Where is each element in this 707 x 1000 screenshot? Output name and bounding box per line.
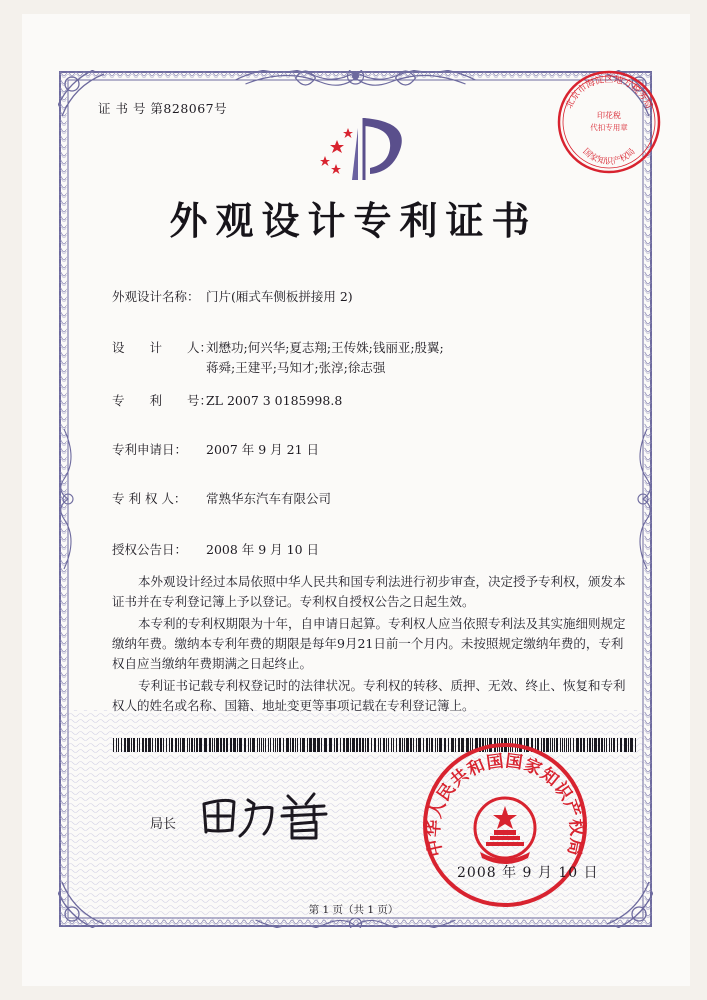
barcode-bar: [124, 738, 126, 752]
barcode-bar: [365, 738, 366, 752]
barcode-bar: [290, 738, 291, 752]
barcode-bar: [413, 738, 414, 752]
certificate-number: 证 书 号 第828067号: [98, 101, 228, 116]
director-signature: [196, 786, 336, 846]
barcode-bar: [378, 738, 379, 752]
body-paragraph-2: 本专利的专利权期限为十年，自申请日起算。专利权人应当依照专利法及其实施细则规定缴纳年费。缴纳本专利年费的期限是每年9月21日前一个月内。未按照规定缴纳年费的，专利权自应当缴纳年费期满之日起终止。: [112, 616, 626, 671]
barcode-bar: [302, 738, 305, 752]
barcode-bar: [592, 738, 593, 752]
svg-text:北京市海淀区地方税务局: [563, 73, 655, 110]
barcode-bar: [248, 738, 249, 752]
grant-date-row: [112, 540, 319, 558]
barcode-bar: [334, 738, 335, 752]
barcode-bar: [356, 738, 358, 752]
barcode-bar: [187, 738, 188, 752]
barcode-bar: [279, 738, 281, 752]
grant-date-value: 2008 年 9 月 10 日: [206, 542, 320, 557]
tax-stamp-middle-2: 代扣专用章: [590, 123, 628, 132]
barcode-bar: [297, 738, 298, 752]
barcode-bar: [230, 738, 232, 752]
barcode-bar: [329, 738, 332, 752]
issue-date: 2008 年 9 月 10 日: [457, 865, 599, 881]
barcode-bar: [391, 738, 392, 752]
barcode-bar: [317, 738, 320, 752]
barcode-bar: [182, 738, 185, 752]
barcode-bar: [196, 738, 198, 752]
barcode-bar: [343, 738, 345, 752]
seal-text: 中华人民共和国国家知识产权局: [423, 751, 587, 859]
design-name-value: 门片(厢式车侧板拼接用 2): [206, 289, 353, 304]
barcode-bar: [137, 738, 138, 752]
barcode-bar: [261, 738, 262, 752]
barcode-bar: [292, 738, 294, 752]
barcode-bar: [212, 738, 213, 752]
design-name-label: 外观设计名称：: [112, 289, 200, 304]
patent-number-label: 专 利 号：: [112, 393, 213, 408]
barcode-bar: [380, 738, 381, 752]
barcode-bar: [275, 738, 276, 752]
barcode-bar: [604, 738, 605, 752]
barcode-bar: [410, 738, 412, 752]
tax-stamp-outer-text: 北京市海淀区地方税务局: [564, 75, 654, 111]
page-indicator: 第 1 页（共 1 页）: [308, 904, 399, 916]
grant-date-label: 授权公告日：: [112, 542, 188, 557]
barcode-bar: [324, 738, 327, 752]
barcode-bar: [139, 738, 140, 752]
national-emblem-icon: [475, 798, 535, 864]
barcode-bar: [277, 738, 278, 752]
patentee-row: [112, 489, 331, 507]
tax-stamp-middle-1: 印花税: [597, 111, 621, 120]
barcode-bar: [191, 738, 193, 752]
barcode-bar: [265, 738, 266, 752]
barcode-bar: [116, 738, 117, 752]
barcode-bar: [386, 738, 387, 752]
sipo-seal: [420, 740, 590, 910]
barcode-bar: [166, 738, 167, 752]
barcode-bar: [352, 738, 355, 752]
certificate-title: 外观设计专利证书: [169, 198, 538, 243]
barcode-bar: [286, 738, 289, 752]
barcode-bar: [321, 738, 322, 752]
barcode-bar: [214, 738, 215, 752]
barcode-bar: [346, 738, 349, 752]
body-paragraph-1: 本外观设计经过本局依照中华人民共和国专利法进行初步审查，决定授予专利权，颁发本证书并在专利登记簿上予以登记。专利权自授权公告之日起生效。: [112, 574, 626, 609]
barcode-bar: [399, 738, 401, 752]
barcode-bar: [145, 738, 147, 752]
designer-label: 设 计 人：: [112, 340, 213, 355]
barcode-bar: [252, 738, 255, 752]
barcode-bar: [416, 738, 417, 752]
barcode-bar: [359, 738, 361, 752]
barcode-bar: [171, 738, 173, 752]
barcode-bar: [404, 738, 405, 752]
barcode-bar: [121, 738, 122, 752]
barcode-bar: [257, 738, 258, 752]
barcode-bar: [362, 738, 364, 752]
barcode-bar: [131, 738, 132, 752]
barcode-bar: [598, 738, 600, 752]
barcode-bar: [270, 738, 271, 752]
barcode-bar: [313, 738, 316, 752]
barcode-bar: [336, 738, 338, 752]
barcode-bar: [273, 738, 274, 752]
barcode-bar: [601, 738, 603, 752]
barcode-bar: [133, 738, 135, 752]
barcode-bar: [630, 738, 633, 752]
barcode-bar: [402, 738, 403, 752]
designer-line-1: 刘懋功;何兴华;夏志翔;王传姝;钱丽亚;殷翼;: [206, 340, 444, 355]
barcode-bar: [340, 738, 341, 752]
barcode-bar: [113, 738, 114, 752]
barcode-bar: [204, 738, 207, 752]
tax-stamp: [553, 66, 665, 178]
designer-line-2: 蒋舜;王建平;马知才;张淳;徐志强: [206, 360, 386, 375]
barcode-bar: [233, 738, 236, 752]
filing-date-row: [112, 440, 319, 458]
filing-date-value: 2007 年 9 月 21 日: [206, 442, 320, 457]
barcode-bar: [118, 738, 119, 752]
barcode-bar: [142, 738, 144, 752]
barcode-bar: [309, 738, 312, 752]
barcode-bar: [244, 738, 246, 752]
barcode-bar: [396, 738, 397, 752]
barcode-bar: [259, 738, 260, 752]
svg-text:国家知识产权局: [581, 147, 638, 167]
patent-number-value: ZL 2007 3 0185998.8: [206, 393, 343, 408]
barcode-bar: [406, 738, 409, 752]
designer-row-2: [206, 358, 385, 376]
barcode-bar: [155, 738, 156, 752]
barcode-bar: [620, 738, 622, 752]
barcode-bar: [169, 738, 170, 752]
barcode-bar: [199, 738, 202, 752]
barcode-bar: [223, 738, 225, 752]
patentee-value: 常熟华东汽车有限公司: [206, 491, 332, 506]
tax-stamp-bottom-text: 国家知识产权局: [580, 146, 638, 167]
barcode-bar: [617, 738, 618, 752]
barcode-bar: [367, 738, 369, 752]
barcode-bar: [613, 738, 615, 752]
barcode-bar: [226, 738, 228, 752]
barcode-bar: [160, 738, 162, 752]
barcode-bar: [163, 738, 164, 752]
barcode-bar: [611, 738, 612, 752]
barcode-bar: [157, 738, 159, 752]
barcode-bar: [194, 738, 195, 752]
barcode-bar: [189, 738, 190, 752]
barcode-bar: [237, 738, 238, 752]
barcode-bar: [383, 738, 385, 752]
barcode-bar: [388, 738, 389, 752]
barcode-bar: [250, 738, 251, 752]
barcode-bar: [220, 738, 222, 752]
barcode-bar: [609, 738, 610, 752]
body-paragraph-3: 专利证书记载专利权登记时的法律状况。专利权的转移、质押、无效、终止、恢复和专利权人的姓名或名称、国籍、地址变更等事项记载在专利登记簿上。: [112, 678, 626, 713]
barcode-bar: [216, 738, 219, 752]
designer-row: [112, 338, 444, 356]
barcode-bar: [263, 738, 264, 752]
barcode-bar: [393, 738, 394, 752]
barcode-bar: [624, 738, 627, 752]
barcode-bar: [628, 738, 629, 752]
barcode-bar: [635, 738, 636, 752]
barcode-bar: [295, 738, 296, 752]
filing-date-label: 专利申请日：: [112, 442, 188, 457]
barcode-bar: [239, 738, 242, 752]
barcode-bar: [127, 738, 130, 752]
barcode-bar: [152, 738, 153, 752]
director-label: 局长: [150, 817, 177, 832]
barcode-bar: [268, 738, 269, 752]
barcode-bar: [371, 738, 372, 752]
barcode-bar: [606, 738, 607, 752]
barcode-bar: [594, 738, 597, 752]
barcode-bar: [175, 738, 177, 752]
barcode-bar: [209, 738, 211, 752]
patent-number-row: [112, 391, 342, 409]
barcode-bar: [374, 738, 376, 752]
barcode-bar: [300, 738, 301, 752]
patentee-label: 专 利 权 人：: [112, 491, 187, 506]
sipo-logo-icon: [312, 114, 412, 182]
barcode-bar: [148, 738, 151, 752]
barcode-bar: [350, 738, 351, 752]
barcode-bar: [307, 738, 308, 752]
barcode-bar: [178, 738, 179, 752]
barcode-bar: [283, 738, 284, 752]
design-name-row: [112, 287, 353, 305]
barcode-bar: [180, 738, 181, 752]
